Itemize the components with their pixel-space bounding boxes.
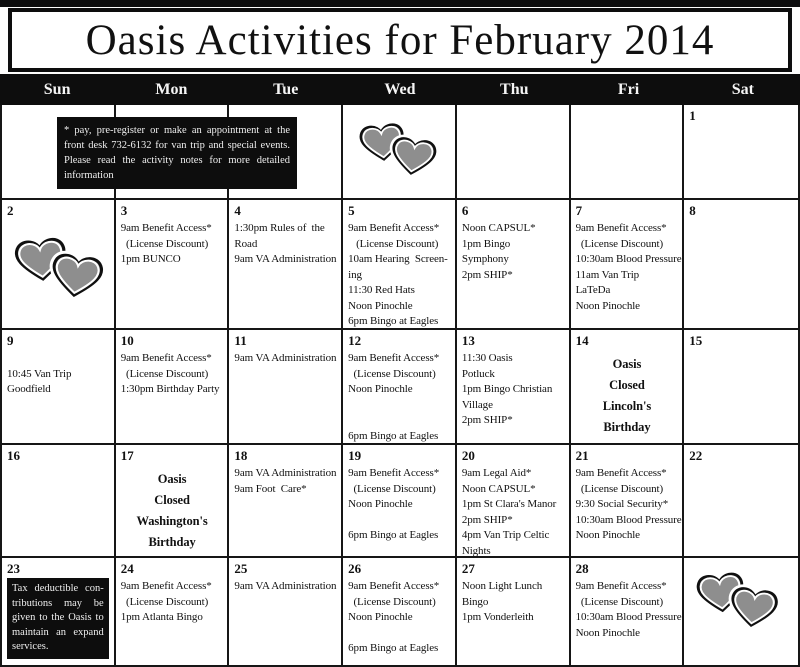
event-line: Nights	[461, 544, 491, 557]
event-line: 10:30am Blood Pressure	[575, 611, 682, 623]
event-list	[462, 579, 565, 626]
event-line: Closed	[609, 378, 645, 392]
event-line: Noon CAPSUL*	[461, 482, 536, 495]
event-line: (License Discount)	[348, 482, 436, 495]
event-line: 9am Legal Aid*	[461, 467, 532, 479]
day-header-tue: Tue	[273, 80, 299, 98]
event-line: 9am Benefit Access*	[575, 580, 667, 592]
event-line: Noon Light Lunch	[461, 580, 543, 592]
calendar-grid	[0, 105, 800, 667]
event-list	[348, 221, 451, 330]
date-number: 2	[7, 203, 14, 218]
day-cell-20	[457, 445, 571, 558]
event-line: Noon Pinochle	[348, 299, 413, 312]
event-list	[575, 579, 682, 641]
date-number: 14	[575, 333, 589, 348]
day-header-row	[0, 74, 800, 105]
event-list	[348, 579, 451, 657]
date-number	[462, 108, 565, 124]
event-line: 9am Benefit Access*	[575, 467, 667, 479]
day-cell-22	[684, 445, 798, 558]
event-line: Closed	[154, 493, 190, 507]
event-line: Noon Pinochle	[575, 299, 640, 312]
event-line: Noon Pinochle	[348, 498, 413, 510]
date-number: 10	[120, 333, 134, 348]
day-cell-13	[457, 330, 571, 445]
date-number: 18	[234, 448, 248, 463]
event-line: Symphony	[461, 253, 509, 265]
event-line: 10:45 Van Trip	[7, 367, 72, 380]
event-line: 2pm SHIP*	[461, 268, 513, 281]
date-number: 21	[575, 448, 589, 463]
event-line: (License Discount)	[348, 237, 439, 250]
day-header-wed: Wed	[384, 80, 416, 98]
event-line: 9am VA Administration	[234, 253, 337, 265]
event-line: 9am Benefit Access*	[575, 222, 667, 234]
date-number: 8	[689, 203, 696, 218]
date-number: 19	[348, 448, 362, 463]
hearts-icon	[12, 234, 113, 313]
event-line: 6pm Bingo at Eagles	[348, 315, 439, 327]
event-list	[234, 351, 337, 367]
date-number: 13	[461, 333, 475, 348]
event-line: 10am Hearing Screen-	[348, 253, 448, 265]
event-line: (License Discount)	[575, 237, 664, 250]
date-number: 9	[7, 333, 14, 348]
event-line: 2pm SHIP*	[461, 513, 513, 526]
event-line: 6pm Bingo at Eagles	[348, 429, 439, 442]
date-number: 17	[120, 448, 134, 463]
event-line: 9am Benefit Access*	[348, 222, 440, 234]
event-list	[121, 221, 224, 268]
event-line: 10:30am Blood Pressure	[575, 513, 682, 526]
event-line: (License Discount)	[575, 482, 664, 495]
event-line: 11:30 Red Hats	[348, 284, 415, 296]
tax-note: Tax deductible con- tributions may be given to the Oasis to maintain an expand services.	[7, 578, 109, 659]
event-line: Washington's	[136, 514, 208, 528]
title-box	[8, 8, 792, 72]
event-line: 9am VA Administration	[234, 352, 337, 364]
event-line: 11am Van Trip	[575, 268, 640, 281]
date-number: 23	[7, 561, 20, 576]
event-line	[348, 413, 451, 429]
day-cell-15	[684, 330, 798, 445]
event-line: 9am Foot Care*	[234, 482, 307, 495]
date-number: 20	[461, 448, 475, 463]
event-list	[576, 354, 679, 438]
event-list	[121, 469, 224, 553]
event-line: 6pm Bingo at Eagles	[348, 642, 439, 654]
date-number: 7	[575, 203, 583, 218]
day-cell-19	[343, 445, 457, 558]
hearts-icon	[694, 569, 787, 642]
day-cell-3	[116, 200, 230, 330]
event-list	[234, 466, 337, 497]
event-list	[121, 579, 224, 626]
event-list	[234, 221, 337, 268]
day-cell-16	[2, 445, 116, 558]
date-number: 12	[348, 333, 362, 348]
day-header-fri: Fri	[617, 80, 640, 98]
day-cell-9	[2, 330, 116, 445]
event-line: 9am VA Administration	[234, 580, 337, 592]
date-number: 3	[120, 203, 128, 218]
day-cell-blank	[684, 558, 798, 665]
event-line: Village	[461, 398, 493, 411]
event-list	[121, 351, 224, 398]
event-line: Birthday	[148, 535, 196, 549]
event-line: 1pm Bingo Christian	[461, 383, 553, 395]
top-border-strip	[0, 0, 800, 7]
event-line: (License Discount)	[575, 595, 664, 608]
event-line	[348, 626, 451, 642]
event-line: 9:30 Social Security*	[575, 498, 669, 510]
event-line: Road	[234, 237, 258, 250]
day-header-mon: Mon	[155, 80, 188, 98]
event-list	[462, 466, 565, 558]
event-list	[348, 351, 451, 444]
day-cell-28	[571, 558, 685, 665]
event-line: (License Discount)	[120, 237, 209, 250]
date-number: 15	[689, 333, 703, 348]
event-line: 9am Benefit Access*	[120, 580, 212, 592]
event-line: 6pm Bingo at Eagles	[348, 529, 439, 541]
register-note: * pay, pre-register or make an appointment at the front desk 732-6132 for van trip and special events. Please read the activity notes for more detailed information	[57, 117, 297, 189]
event-line	[7, 351, 110, 367]
date-number: 25	[234, 561, 248, 576]
event-line: Oasis	[612, 357, 642, 371]
event-line: 11:30 Oasis	[461, 352, 513, 364]
day-cell-17	[116, 445, 230, 558]
day-cell-4	[229, 200, 343, 330]
day-cell-8	[684, 200, 798, 330]
event-line: Noon Pinochle	[348, 383, 413, 395]
date-number: 27	[461, 561, 475, 576]
date-number: 16	[7, 448, 20, 463]
event-line: 1:30pm Birthday Party	[120, 383, 220, 395]
calendar	[0, 105, 800, 667]
day-cell-10	[116, 330, 230, 445]
hearts-icon	[357, 120, 445, 189]
event-line: ing	[348, 268, 362, 281]
event-line: (License Discount)	[348, 367, 436, 380]
day-cell-6	[457, 200, 571, 330]
event-line: Noon Pinochle	[575, 626, 640, 639]
event-line	[348, 513, 451, 529]
date-number: 24	[120, 561, 134, 576]
date-number: 6	[461, 203, 469, 218]
event-line: 1pm Atlanta Bingo	[120, 611, 203, 623]
event-line: LaTeDa	[575, 284, 611, 296]
day-cell-2	[2, 200, 116, 330]
day-cell-23	[2, 558, 116, 665]
date-number	[576, 108, 679, 124]
event-line: 1pm Vonderleith	[461, 611, 534, 623]
date-number: 26	[348, 561, 362, 576]
date-number: 1	[689, 108, 696, 123]
day-cell-24	[116, 558, 230, 665]
event-line: 9am VA Administration	[234, 467, 337, 479]
event-line: 9am Benefit Access*	[348, 352, 440, 364]
event-line: (License Discount)	[348, 595, 436, 608]
event-line: 2pm SHIP*	[461, 414, 513, 426]
event-line: Oasis	[157, 472, 187, 486]
event-line: 1pm Bingo	[461, 237, 511, 250]
event-list	[462, 221, 565, 283]
day-header-thu: Thu	[500, 80, 529, 98]
event-list	[7, 351, 110, 398]
date-number: 11	[234, 333, 247, 348]
event-line: 1pm St Clara's Manor	[461, 498, 557, 510]
date-number: 22	[689, 448, 703, 463]
event-line: Bingo	[461, 595, 489, 608]
day-cell-26	[343, 558, 457, 665]
event-line: Lincoln's	[602, 399, 652, 413]
event-list	[575, 221, 682, 314]
day-cell-7	[571, 200, 685, 330]
event-list	[234, 579, 337, 595]
date-number: 5	[348, 203, 355, 218]
day-cell-blank	[571, 105, 685, 200]
event-line: 9am Benefit Access*	[348, 467, 440, 479]
event-line: Noon CAPSUL*	[461, 222, 536, 234]
day-cell-14	[571, 330, 685, 445]
event-line: Noon Pinochle	[348, 611, 413, 623]
event-line: 1pm BUNCO	[120, 253, 181, 265]
page-title: Oasis Activities for February 2014	[85, 16, 715, 64]
event-line: Birthday	[603, 420, 651, 434]
event-line: 9am Benefit Access*	[120, 222, 212, 234]
event-line: Noon Pinochle	[575, 529, 640, 541]
day-cell-21	[571, 445, 685, 558]
day-cell-27	[457, 558, 571, 665]
day-cell-blank	[343, 105, 457, 200]
event-line: 10:30am Blood Pressure	[575, 253, 682, 265]
event-line: (License Discount)	[120, 367, 209, 380]
event-line: 4pm Van Trip Celtic	[461, 529, 550, 541]
event-line: (License Discount)	[120, 595, 209, 608]
event-line: 9am Benefit Access*	[120, 352, 212, 364]
event-line: 1:30pm Rules of the	[234, 222, 325, 234]
day-cell-25	[229, 558, 343, 665]
event-line: Potluck	[461, 367, 495, 380]
event-list	[462, 351, 565, 429]
day-cell-12	[343, 330, 457, 445]
day-cell-11	[229, 330, 343, 445]
event-line: 9am Benefit Access*	[348, 580, 440, 592]
event-list	[575, 466, 682, 544]
day-cell-5	[343, 200, 457, 330]
day-header-sat: Sat	[731, 80, 754, 98]
day-header-sun: Sun	[43, 80, 71, 98]
date-number: 4	[234, 203, 241, 218]
day-cell-1	[684, 105, 798, 200]
date-number: 28	[575, 561, 589, 576]
event-list	[348, 466, 451, 544]
day-cell-blank	[457, 105, 571, 200]
event-line: Goodfield	[7, 383, 51, 395]
event-line	[348, 398, 451, 414]
day-cell-18	[229, 445, 343, 558]
